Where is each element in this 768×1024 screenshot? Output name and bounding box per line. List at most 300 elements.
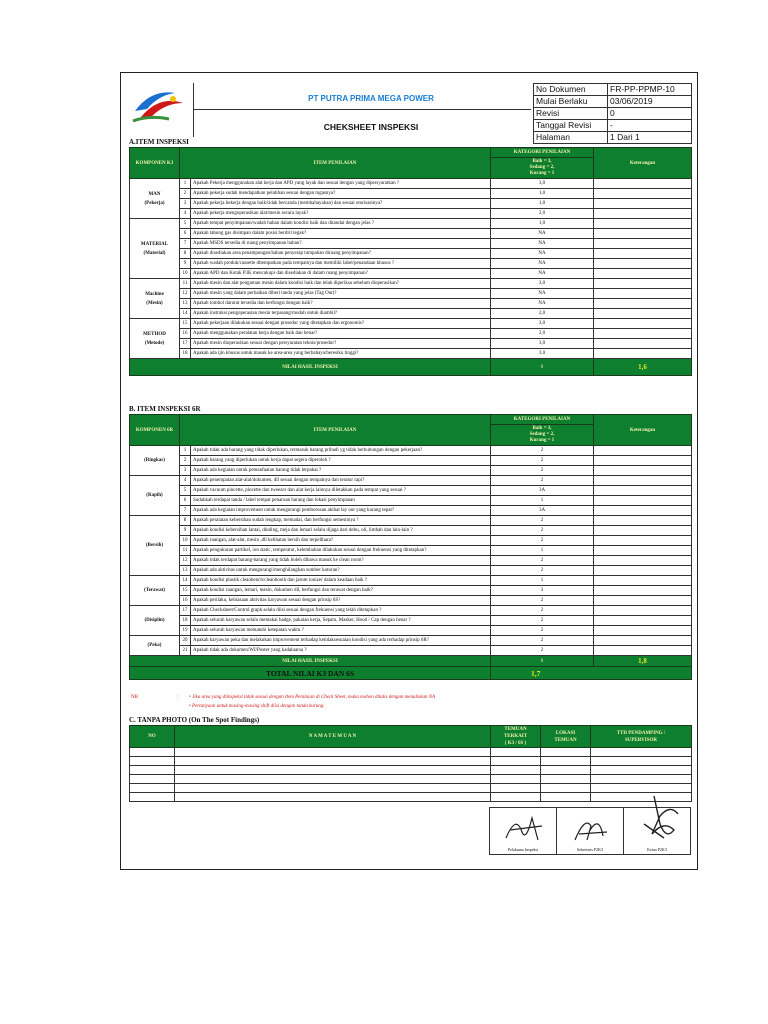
item-text: Apakah mesin dioperasikan sesuai dengan persyaratan teknis/prosedur? — [191, 339, 491, 349]
row-number: 14 — [180, 576, 191, 586]
section-b-result-row — [130, 656, 692, 667]
table-row — [130, 299, 692, 309]
keterangan-cell — [594, 486, 692, 496]
row-number: 10 — [180, 536, 191, 546]
checksheet-document — [120, 72, 698, 870]
component-name-line: (Rapih) — [146, 493, 163, 498]
result-label: NILAI HASIL INSPEKSI — [130, 359, 491, 376]
row-number: 5 — [180, 486, 191, 496]
item-text: Apakah vacuum pincette, pincette dan tweezer dan alat kerja lainnya diletakkan pada tempat yang sesuai ? — [191, 486, 491, 496]
finding-cell — [175, 766, 491, 775]
keterangan-cell — [594, 269, 692, 279]
component-name-line: (Pekerja) — [144, 200, 165, 206]
item-text: Apakah MSDS tersedia di ruang penyimpanan bahan? — [191, 239, 491, 249]
doc-info-row — [534, 108, 692, 120]
row-number: 13 — [180, 566, 191, 576]
item-text: Apakah ruangan, alat-alat, mesin ,dll kelihatan bersih dan terpelihara? — [191, 536, 491, 546]
component-name-line: (Peka) — [147, 643, 162, 648]
keterangan-cell — [594, 446, 692, 456]
signature-box-pelaksana — [489, 807, 557, 855]
score-cell: 3,0 — [491, 349, 594, 359]
score-cell: 2 — [491, 536, 594, 546]
row-number: 18 — [180, 349, 191, 359]
finding-cell — [175, 748, 491, 757]
component-name-line: (Disiplin) — [144, 618, 165, 623]
finding-cell — [491, 793, 541, 802]
finding-cell — [591, 748, 692, 757]
finding-cell — [491, 757, 541, 766]
signature-label: Sekretaris P2K3 — [576, 847, 604, 852]
keterangan-cell — [594, 496, 692, 506]
table-row — [130, 636, 692, 646]
item-text: Apakah wadah produk/cassette ditempatkan pada tempatnya dan memiliki label/penandaan khusus ? — [191, 259, 491, 269]
table-row — [130, 616, 692, 626]
item-text: Apakah ada kegiatan improvement untuk mengurangi pemborosan akibat lay out yang kurang tepat? — [191, 506, 491, 516]
table-row — [130, 179, 692, 189]
keterangan-cell — [594, 576, 692, 586]
doc-info-value: - — [608, 120, 692, 132]
score-cell: 2 — [491, 626, 594, 636]
col-item-penilaian: ITEM PENILAIAN — [180, 148, 491, 179]
table-row — [130, 586, 692, 596]
score-cell: 2,0 — [491, 329, 594, 339]
nb-colon: : — [177, 695, 179, 700]
score-cell: 2 — [491, 596, 594, 606]
item-text: Apakah peralatan kebersihan sudah lengkap, memadai, dan berfungsi semestinya ? — [191, 516, 491, 526]
row-number: 3 — [180, 199, 191, 209]
kategori-scale: Baik = 3, Sedang = 2, Kurang = 1 — [491, 158, 594, 179]
table-row — [130, 309, 692, 319]
finding-row — [130, 784, 692, 793]
signature-label: Ketua P2K3 — [647, 847, 667, 852]
col-keterangan: Keterangan — [594, 148, 692, 179]
document-info-table — [533, 83, 692, 144]
row-number: 4 — [180, 209, 191, 219]
result-label: NILAI HASIL INSPEKSI — [130, 656, 491, 667]
col-item-penilaian: ITEM PENILAIAN — [180, 415, 491, 446]
row-number: 14 — [180, 309, 191, 319]
item-text: Sudahkah terdapat tanda / label tempat penaruan barang dan lokasi penyimpanan — [191, 496, 491, 506]
table-row — [130, 199, 692, 209]
table-row — [130, 576, 692, 586]
note-line-2: • Pertanyaan untuk masing-masing shift diisi dengan tanda kurung. — [189, 704, 325, 709]
score-cell: 3A — [491, 506, 594, 516]
row-number: 5 — [180, 219, 191, 229]
section-c-table — [129, 725, 692, 802]
item-text: Apakah kondisi ruangan, lemari, mesin, dokumen dll, berfungsi dan terawat dengan baik? — [191, 586, 491, 596]
row-number: 12 — [180, 556, 191, 566]
row-number: 8 — [180, 249, 191, 259]
component-name-line: MATERIAL — [140, 241, 169, 247]
score-cell: 3A — [491, 486, 594, 496]
score-cell: 1 — [491, 576, 594, 586]
component-group-label — [130, 576, 180, 606]
keterangan-cell — [594, 586, 692, 596]
table-row — [130, 626, 692, 636]
keterangan-cell — [594, 506, 692, 516]
component-group-label — [130, 476, 180, 516]
score-cell: 2 — [491, 516, 594, 526]
row-number: 13 — [180, 299, 191, 309]
item-text: Apakah pekerja sudah mendapatkan pelatihan sesuai dengan tugasnya? — [191, 189, 491, 199]
keterangan-cell — [594, 546, 692, 556]
result-small: 0 — [491, 359, 594, 376]
total-label: TOTAL NILAI K3 DAN 6S — [130, 667, 491, 680]
result-small: 0 — [491, 656, 594, 667]
finding-cell — [130, 766, 175, 775]
score-cell: 2 — [491, 446, 594, 456]
item-text: Apakah kondisi plastik cleanbench/cleanbooth dan jarum ionizer dalam keadaan baik ? — [191, 576, 491, 586]
row-number: 20 — [180, 636, 191, 646]
signature-pelaksana-icon — [502, 812, 548, 844]
table-row — [130, 279, 692, 289]
table-row — [130, 446, 692, 456]
keterangan-cell — [594, 466, 692, 476]
item-text: Apakah disediakan area penampungan/bahan penyerap tumpahan diruang penyimpanan? — [191, 249, 491, 259]
component-group-label — [130, 636, 180, 656]
table-row — [130, 516, 692, 526]
table-row — [130, 229, 692, 239]
table-row — [130, 209, 692, 219]
doc-info-row — [534, 132, 692, 144]
finding-cell — [491, 775, 541, 784]
col-kategori-penilaian: KATEGORI PENILAIAN — [491, 415, 594, 425]
signature-box-ketua — [624, 807, 691, 855]
score-cell: NA — [491, 239, 594, 249]
item-text: Apakah ada aktivitas untuk mengurangi/menghilangkan sumber kotoran? — [191, 566, 491, 576]
row-number: 7 — [180, 506, 191, 516]
section-b-table — [129, 414, 692, 680]
section-a-title: A.ITEM INSPEKSI — [129, 138, 189, 146]
table-row — [130, 496, 692, 506]
table-row — [130, 219, 692, 229]
component-name-line: (Terawat) — [144, 588, 165, 593]
item-text: Apakah mesin yang dalam perbaikan diberi tanda yang jelas (Tag Out)? — [191, 289, 491, 299]
row-number: 16 — [180, 329, 191, 339]
item-text: Apakah pekerja mengoperasikan alat/mesin secara layak? — [191, 209, 491, 219]
title-divider — [193, 109, 531, 110]
keterangan-cell — [594, 636, 692, 646]
score-cell: 2 — [491, 476, 594, 486]
table-row — [130, 506, 692, 516]
item-text: Apakah tidak terdapat barang-barang yang tidak boleh dibawa masuk ke clean room? — [191, 556, 491, 566]
keterangan-cell — [594, 179, 692, 189]
col-keterangan: Keterangan — [594, 415, 692, 446]
finding-cell — [541, 748, 591, 757]
finding-cell — [491, 766, 541, 775]
item-text: Apakah tidak ada dokumen/WI/Poster yang kadaluarsa ? — [191, 646, 491, 656]
table-row — [130, 189, 692, 199]
component-name-line: Machine — [145, 291, 164, 297]
finding-cell — [130, 757, 175, 766]
row-number: 15 — [180, 586, 191, 596]
keterangan-cell — [594, 566, 692, 576]
finding-cell — [591, 757, 692, 766]
finding-row — [130, 757, 692, 766]
component-name-line: (Metode) — [144, 340, 165, 346]
score-cell: 1,0 — [491, 189, 594, 199]
item-text: Apakah tabung gas disimpan dalam posisi berdiri tegak? — [191, 229, 491, 239]
score-cell: 2,0 — [491, 209, 594, 219]
row-number: 17 — [180, 606, 191, 616]
keterangan-cell — [594, 259, 692, 269]
score-cell: NA — [491, 289, 594, 299]
col-komponen-k3: KOMPONEN K3 — [130, 148, 180, 179]
keterangan-cell — [594, 229, 692, 239]
finding-cell — [541, 766, 591, 775]
finding-cell — [175, 784, 491, 793]
row-number: 6 — [180, 229, 191, 239]
col-lokasi-temuan: LOKASI TEMUAN — [541, 726, 591, 748]
total-row — [130, 667, 692, 680]
kategori-scale: Baik = 3, Sedang = 2, Kurang = 1 — [491, 425, 594, 446]
score-cell: 3,0 — [491, 279, 594, 289]
col-nama-temuan: N A M A T E M U A N — [175, 726, 491, 748]
row-number: 12 — [180, 289, 191, 299]
keterangan-cell — [594, 606, 692, 616]
row-number: 9 — [180, 259, 191, 269]
finding-cell — [130, 784, 175, 793]
row-number: 21 — [180, 646, 191, 656]
keterangan-cell — [594, 349, 692, 359]
score-cell: 2 — [491, 616, 594, 626]
finding-cell — [591, 784, 692, 793]
finding-cell — [491, 748, 541, 757]
total-value: 1,7 — [491, 667, 692, 680]
finding-row — [130, 748, 692, 757]
keterangan-cell — [594, 646, 692, 656]
col-kategori-penilaian: KATEGORI PENILAIAN — [491, 148, 594, 158]
doc-info-label: Tanggal Revisi — [534, 120, 608, 132]
sheet-title: CHEKSHEET INSPEKSI — [323, 122, 419, 132]
item-text: Apakah barang yang diperlukan untuk kerja dapat segera diperoleh ? — [191, 456, 491, 466]
item-text: Apakah perilaku, kebiasaan aktivitas karyawan sesuai dengan prinsip 6S? — [191, 596, 491, 606]
row-number: 10 — [180, 269, 191, 279]
score-cell: 3,0 — [491, 179, 594, 189]
item-text: Apakah pekerja bekerja dengan baik/tidak bercanda (membahayakan) dan sesuai otorisasinya? — [191, 199, 491, 209]
table-row — [130, 476, 692, 486]
table-row — [130, 456, 692, 466]
component-group-label — [130, 516, 180, 576]
keterangan-cell — [594, 456, 692, 466]
doc-info-value: FR-PP-PPMP-10 — [608, 84, 692, 96]
finding-cell — [175, 775, 491, 784]
table-row — [130, 339, 692, 349]
keterangan-cell — [594, 209, 692, 219]
finding-cell — [541, 784, 591, 793]
section-c-title: C. TANPA PHOTO (On The Spot Findings) — [129, 716, 260, 724]
keterangan-cell — [594, 309, 692, 319]
component-group-label — [130, 319, 180, 359]
table-row — [130, 249, 692, 259]
finding-cell — [491, 784, 541, 793]
finding-cell — [541, 775, 591, 784]
score-cell: NA — [491, 269, 594, 279]
note-line-1: • Jika area yang diinspeksi tidak sesuai dengan Item Penilaian di Check Sheet, maka mohon ditulis dengan menuliskan NA — [189, 695, 436, 700]
table-row — [130, 526, 692, 536]
row-number: 15 — [180, 319, 191, 329]
component-group-label — [130, 219, 180, 279]
doc-info-row — [534, 120, 692, 132]
keterangan-cell — [594, 239, 692, 249]
score-cell: 2 — [491, 636, 594, 646]
score-cell: 1,0 — [491, 199, 594, 209]
row-number: 11 — [180, 546, 191, 556]
keterangan-cell — [594, 199, 692, 209]
component-name-line: (Material) — [143, 250, 166, 256]
col-ttd-pendamping: TTD PENDAMPING / SUPERVISOR — [591, 726, 692, 748]
finding-row — [130, 766, 692, 775]
doc-info-row — [534, 84, 692, 96]
doc-info-value: 03/06/2019 — [608, 96, 692, 108]
finding-cell — [175, 793, 491, 802]
row-number: 2 — [180, 456, 191, 466]
keterangan-cell — [594, 299, 692, 309]
item-text: Apakah penempatan alat-alat/dokumen, dll sesuai dengan tempatnya dan teratur rapi? — [191, 476, 491, 486]
col-no: NO — [130, 726, 175, 748]
row-number: 6 — [180, 496, 191, 506]
row-number: 18 — [180, 616, 191, 626]
item-text: Apakah Pekerja menggunakan alat kerja dan APD yang layak dan sesuai dengan yang dipersyaratkan ? — [191, 179, 491, 189]
doc-info-label: Revisi — [534, 108, 608, 120]
item-text: Apakah ada kegiatan untuk pemanfaatan barang tidak terpakai ? — [191, 466, 491, 476]
row-number: 4 — [180, 476, 191, 486]
item-text: Apakah karyawan peka dan melakukan improvement terhadap ketidaksesuaian kondisi yang ada terhadap prinsip 6R? — [191, 636, 491, 646]
component-group-label — [130, 446, 180, 476]
score-cell: 1,0 — [491, 219, 594, 229]
item-text: Apakah tempat penyimpanan/wadah bahan dalam kondisi baik dan ditandai dengan jelas ? — [191, 219, 491, 229]
component-name-line: MAN — [148, 191, 161, 197]
table-row — [130, 606, 692, 616]
col-temuan-terkait: TEMUAN TERKAIT ( K3 / 6S ) — [491, 726, 541, 748]
keterangan-cell — [594, 319, 692, 329]
table-row — [130, 329, 692, 339]
score-cell: NA — [491, 259, 594, 269]
score-cell: 2 — [491, 466, 594, 476]
finding-cell — [591, 775, 692, 784]
item-text: Apakah pekerjaan dilakukan sesuai dengan prosedur yang ditetapkan dan ergonomis? — [191, 319, 491, 329]
row-number: 1 — [180, 179, 191, 189]
score-cell: 2 — [491, 646, 594, 656]
score-cell: 2 — [491, 526, 594, 536]
item-text: Apakah tombol darurat tersedia dan berfungsi dengan baik? — [191, 299, 491, 309]
component-name-line: (Mesin) — [146, 300, 163, 306]
table-row — [130, 349, 692, 359]
keterangan-cell — [594, 289, 692, 299]
keterangan-cell — [594, 476, 692, 486]
component-group-label — [130, 279, 180, 319]
component-group-label — [130, 606, 180, 636]
table-row — [130, 566, 692, 576]
score-cell: 3,0 — [491, 339, 594, 349]
table-row — [130, 259, 692, 269]
row-number: 17 — [180, 339, 191, 349]
doc-info-value: 0 — [608, 108, 692, 120]
table-row — [130, 556, 692, 566]
finding-cell — [175, 757, 491, 766]
row-number: 2 — [180, 189, 191, 199]
keterangan-cell — [594, 596, 692, 606]
doc-info-label: No Dokumen — [534, 84, 608, 96]
keterangan-cell — [594, 279, 692, 289]
result-value: 1,8 — [594, 656, 692, 667]
doc-info-row — [534, 96, 692, 108]
component-name-line: (Ringkas) — [144, 458, 165, 463]
score-cell: 3 — [491, 586, 594, 596]
component-group-label — [130, 179, 180, 219]
score-cell: 2 — [491, 566, 594, 576]
row-number: 11 — [180, 279, 191, 289]
section-a-result-row — [130, 359, 692, 376]
score-cell: 2 — [491, 606, 594, 616]
score-cell: NA — [491, 299, 594, 309]
row-number: 16 — [180, 596, 191, 606]
score-cell: 1 — [491, 546, 594, 556]
table-row — [130, 269, 692, 279]
section-b-title: B. ITEM INSPEKSI 6R — [129, 405, 201, 413]
signature-box-sekretaris — [557, 807, 624, 855]
keterangan-cell — [594, 249, 692, 259]
logo-divider — [193, 83, 194, 137]
item-text: Apakah Checksheet/Control graph selalu diisi sesuai dengan frekuensi yang telah ditetapkan ? — [191, 606, 491, 616]
finding-cell — [591, 766, 692, 775]
keterangan-cell — [594, 556, 692, 566]
component-name-line: (Bersih) — [145, 543, 164, 548]
table-row — [130, 596, 692, 606]
row-number: 9 — [180, 526, 191, 536]
table-row — [130, 239, 692, 249]
table-row — [130, 486, 692, 496]
finding-cell — [541, 757, 591, 766]
item-text: Apakah seluruh karyawan selalu memakai badge, pakaian kerja, Sepatu, Masker, Hood / Cap dengan benar ? — [191, 616, 491, 626]
signature-ketua-icon — [634, 794, 684, 846]
keterangan-cell — [594, 329, 692, 339]
item-text: Apakah APD dan Kotak P3K mencukupi dan disediakan di dalam ruang penyimpanan? — [191, 269, 491, 279]
score-cell: NA — [491, 229, 594, 239]
keterangan-cell — [594, 516, 692, 526]
row-number: 1 — [180, 446, 191, 456]
result-value: 1,6 — [594, 359, 692, 376]
score-cell: 2 — [491, 556, 594, 566]
item-text: Apakah seluruh karyawan mematuhi ketepatan waktu ? — [191, 626, 491, 636]
finding-cell — [541, 793, 591, 802]
row-number: 19 — [180, 626, 191, 636]
section-a-table — [129, 147, 692, 376]
keterangan-cell — [594, 526, 692, 536]
finding-row — [130, 775, 692, 784]
table-row — [130, 546, 692, 556]
item-text: Apakah kondisi kebersihan lantai, dinding, meja dan lemari selalu dijaga dari debu, oli, limbah dan lain-lain ? — [191, 526, 491, 536]
keterangan-cell — [594, 189, 692, 199]
keterangan-cell — [594, 626, 692, 636]
col-komponen-6r: KOMPONEN 6R — [130, 415, 180, 446]
score-cell: NA — [491, 249, 594, 259]
keterangan-cell — [594, 339, 692, 349]
signature-area — [489, 807, 691, 855]
company-name: PT PUTRA PRIMA MEGA POWER — [308, 94, 434, 103]
score-cell: 3,0 — [491, 319, 594, 329]
signature-label: Pelaksana Inspeksi — [507, 847, 539, 852]
keterangan-cell — [594, 536, 692, 546]
keterangan-cell — [594, 219, 692, 229]
item-text: Apakah mesin dan alat pengaman mesin dalam kondisi baik dan telah diperiksa sebelum dioperasikan? — [191, 279, 491, 289]
finding-cell — [130, 793, 175, 802]
item-text: Apakah pengukuran partikel, ion static, temperatur, kelembaban dilakukan sesuai dengan frekuensi yang ditetapkan? — [191, 546, 491, 556]
item-text: Apakah instruksi pengoperasian mesin terpasang/mudah untuk diambil? — [191, 309, 491, 319]
table-row — [130, 466, 692, 476]
doc-info-value: 1 Dari 1 — [608, 132, 692, 144]
table-row — [130, 536, 692, 546]
